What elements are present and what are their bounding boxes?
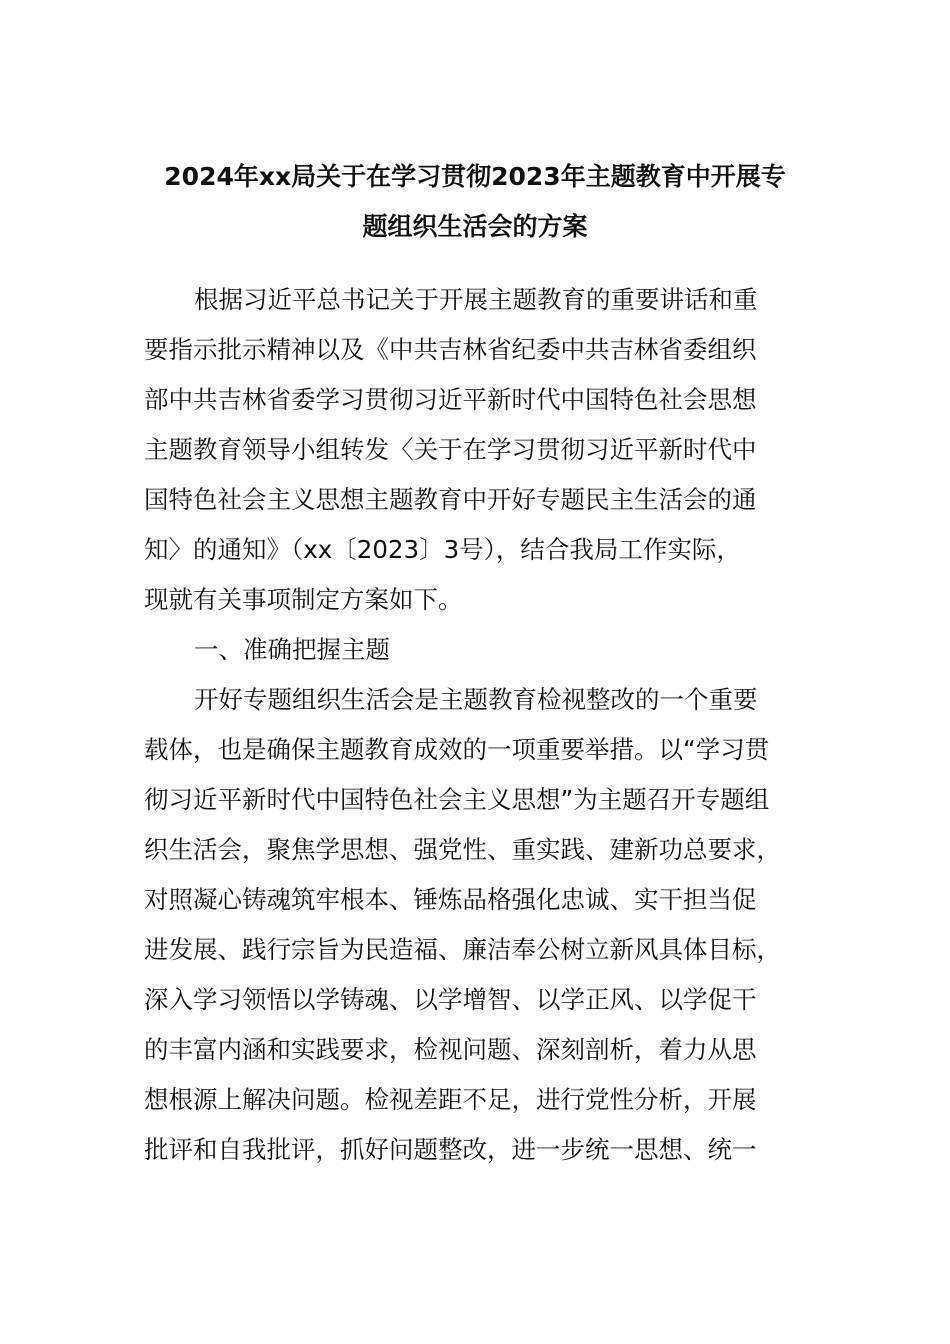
paragraph-line: 织生活会，聚焦学思想、强党性、重实践、建新功总要求， [144,835,781,864]
paragraph-line: 的丰富内涵和实践要求，检视问题、深刻剖析，着力从思 [144,1035,757,1064]
paragraph-line: 主题教育领导小组转发〈关于在学习贯彻习近平新时代中 [144,435,757,464]
paragraph-line: 国特色社会主义思想主题教育中开好专题民主生活会的通 [144,485,757,514]
paragraph-line: 载体，也是确保主题教育成效的一项重要举措。以“学习贯 [144,735,770,764]
document-body [144,275,814,1175]
paragraph-line: 进发展、践行宗旨为民造福、廉洁奉公树立新风具体目标， [144,935,781,964]
document-title [118,152,832,252]
section-heading-text: 一、准确把握主题 [194,635,390,664]
paragraph-2 [144,675,814,1175]
paragraph-line: 对照凝心铸魂筑牢根本、锤炼品格强化忠诚、实干担当促 [144,885,757,914]
paragraph-line: 想根源上解决问题。检视差距不足，进行党性分析，开展 [144,1085,757,1114]
paragraph-line: 现就有关事项制定方案如下。 [144,585,463,614]
paragraph-line: 要指示批示精神以及《中共吉林省纪委中共吉林省委组织 [144,335,757,364]
title-line-1: 2024年xx局关于在学习贯彻2023年主题教育中开展专 [164,162,786,191]
title-line-2: 题组织生活会的方案 [362,212,588,241]
paragraph-1 [144,275,814,625]
paragraph-line: 开好专题组织生活会是主题教育检视整改的一个重要 [194,685,758,714]
paragraph-line: 彻习近平新时代中国特色社会主义思想”为主题召开专题组 [144,785,770,814]
paragraph-line: 根据习近平总书记关于开展主题教育的重要讲话和重 [194,285,758,314]
paragraph-line: 知〉的通知》（xx〔2023〕3号），结合我局工作实际， [144,535,741,564]
paragraph-line: 批评和自我批评，抓好问题整改，进一步统一思想、统一 [144,1135,757,1164]
paragraph-line: 深入学习领悟以学铸魂、以学增智、以学正风、以学促干 [144,985,757,1014]
section-heading [144,625,814,675]
paragraph-line: 部中共吉林省委学习贯彻习近平新时代中国特色社会思想 [144,385,757,414]
